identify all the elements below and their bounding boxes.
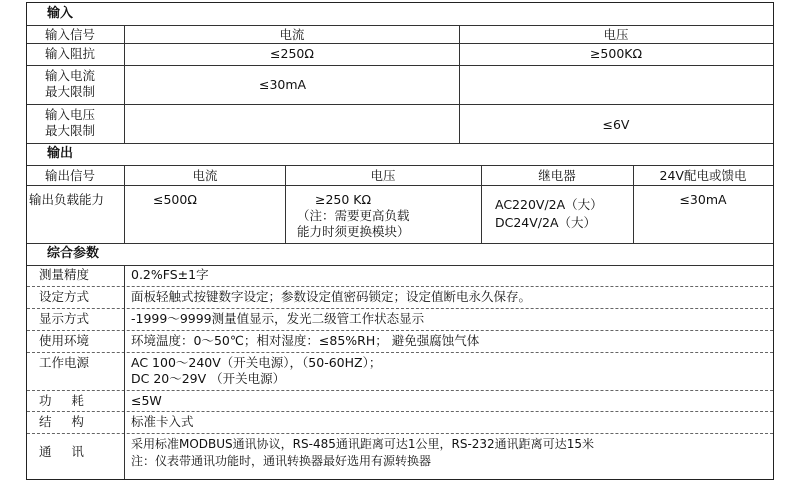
row-label: 设定方式 [39, 289, 90, 304]
divider [27, 433, 773, 434]
divider [27, 25, 773, 26]
column-divider [459, 104, 460, 143]
row-value: AC 100～240V（开关电源），（50-60HZ）； DC 20～29V （开关电源） [131, 355, 382, 386]
output-load-voltage: ≥250 KΩ （注：需要更高负载 能力时须更换模块） [297, 192, 410, 239]
column-divider [124, 165, 125, 243]
row-value: 0.2%FS±1字 [131, 267, 209, 282]
output-load-current: ≤500Ω [153, 192, 197, 207]
divider [27, 286, 773, 287]
input-impedance-label: 输入阻抗 [45, 46, 96, 61]
divider [27, 411, 773, 412]
divider [27, 243, 773, 244]
output-relay-header: 继电器 [538, 168, 576, 183]
input-impedance-voltage: ≥500KΩ [589, 46, 643, 61]
row-value: -1999～9999测量值显示，发光二级管工作状态显示 [131, 311, 425, 326]
row-label: 功 耗 [39, 393, 84, 408]
input-voltage-header: 电压 [603, 27, 629, 42]
output-load-relay: AC220V/2A（大） DC24V/2A（大） [495, 197, 603, 230]
row-label: 使用环境 [39, 333, 90, 348]
general-section-title: 综合参数 [47, 246, 100, 261]
input-signal-label: 输入信号 [45, 27, 96, 42]
column-divider [124, 265, 125, 479]
divider [27, 43, 773, 44]
column-divider [633, 165, 634, 243]
divider [27, 65, 773, 66]
row-value: 采用标准MODBUS通讯协议，RS-485通讯距离可达1公里，RS-232通讯距离可达15米 注：仪表带通讯功能时，通讯转换器最好选用有源转换器 [131, 437, 594, 468]
row-value: ≤5W [131, 393, 162, 408]
divider [27, 185, 773, 186]
output-voltage-header: 电压 [370, 168, 396, 183]
output-feed-header: 24V配电或馈电 [659, 168, 747, 183]
output-section-title: 输出 [47, 146, 74, 161]
spec-table [26, 2, 774, 480]
divider [27, 308, 773, 309]
column-divider [124, 25, 125, 143]
divider [27, 330, 773, 331]
divider [27, 265, 773, 266]
output-load-feed: ≤30mA [679, 192, 727, 207]
divider [27, 165, 773, 166]
input-current-header: 电流 [279, 27, 305, 42]
row-value: 标准卡入式 [131, 414, 194, 429]
divider [27, 352, 773, 353]
row-label: 测量精度 [39, 267, 90, 282]
divider [27, 390, 773, 391]
max-current-value: ≤30mA [259, 77, 307, 92]
row-label: 结 构 [39, 414, 84, 429]
row-label: 工作电源 [39, 355, 90, 370]
output-load-label: 输出负载能力 [29, 192, 105, 207]
output-current-header: 电流 [192, 168, 218, 183]
max-voltage-value: ≤6V [602, 117, 630, 132]
output-signal-label: 输出信号 [45, 168, 96, 183]
max-current-label: 输入电流 最大限制 [45, 68, 96, 99]
divider [27, 143, 773, 144]
column-divider [481, 165, 482, 243]
row-label: 通 讯 [39, 444, 84, 459]
row-value: 面板轻触式按键数字设定；参数设定值密码锁定；设定值断电永久保存。 [131, 289, 532, 304]
input-section-title: 输入 [47, 6, 74, 21]
row-label: 显示方式 [39, 311, 90, 326]
column-divider [285, 165, 286, 243]
column-divider [459, 25, 460, 104]
max-voltage-label: 输入电压 最大限制 [45, 107, 96, 138]
input-impedance-current: ≤250Ω [270, 46, 314, 61]
divider [27, 104, 773, 105]
row-value: 环境温度：0～50℃；相对湿度：≤85%RH； 避免强腐蚀气体 [131, 333, 480, 348]
